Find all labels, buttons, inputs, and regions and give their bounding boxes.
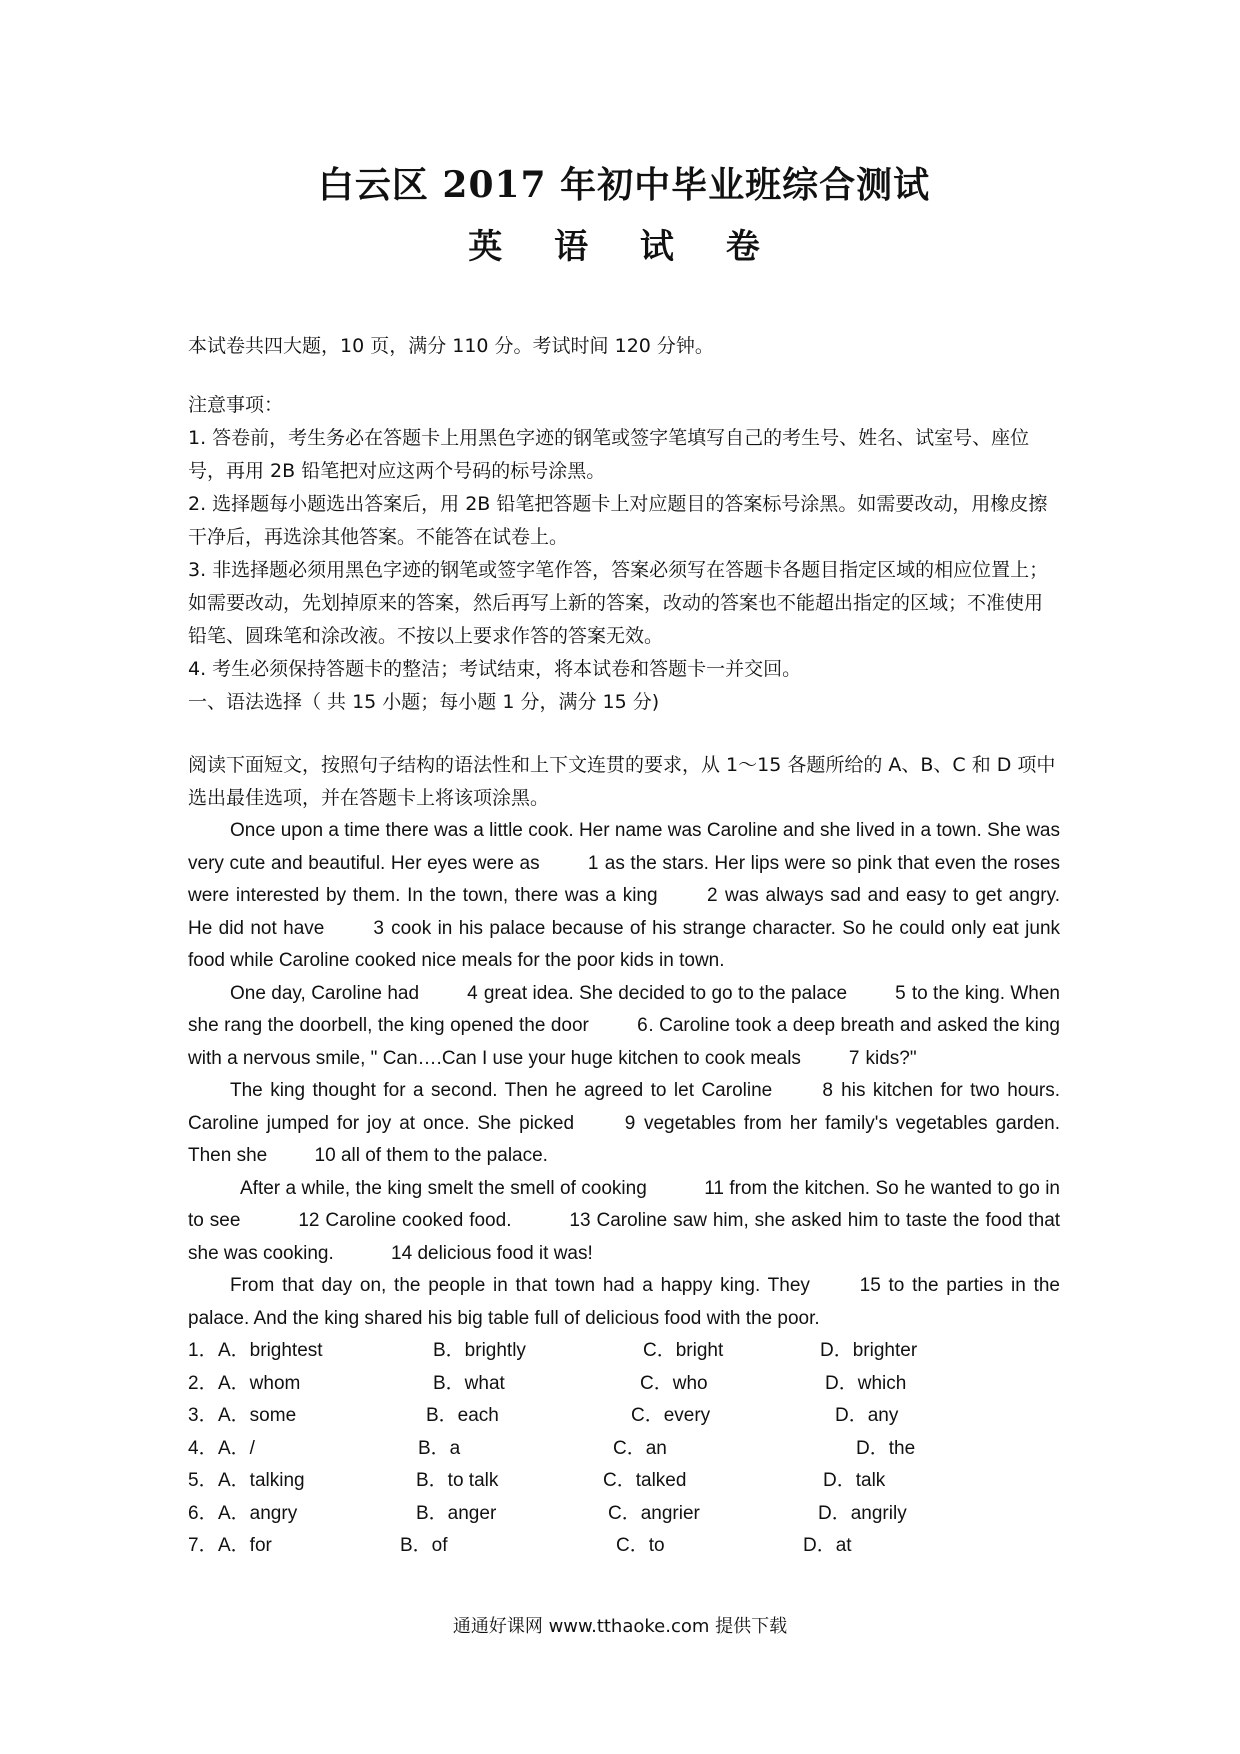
option-a[interactable]: A．talking bbox=[218, 1470, 305, 1491]
blank-6: 6 bbox=[637, 1015, 648, 1036]
question-row: 4． A．/ B．a C．an D．the bbox=[188, 1433, 1060, 1466]
blank-5: 5 bbox=[895, 982, 906, 1004]
note-item: 3. 非选择题必须用黑色字迹的钢笔或签字笔作答，答案必须写在答题卡各题目指定区域的相应位置上；如需要改动，先划掉原来的答案，然后再写上新的答案，改动的答案也不能超出指定的区域；不准使用铅笔、圆珠笔和涂改液。不按以上要求作答的答案无效。 bbox=[188, 559, 1049, 647]
section-instruction: 阅读下面短文，按照句子结构的语法性和上下文连贯的要求，从 1～15 各题所给的 A、B、C 和 D 项中选出最佳选项，并在答题卡上将该项涂黑。 bbox=[188, 754, 1056, 809]
option-d[interactable]: D．at bbox=[803, 1535, 852, 1556]
footer-source: 通通好课网 www.tthaoke.com 提供下载 bbox=[452, 1616, 788, 1637]
option-b[interactable]: B．brightly bbox=[433, 1340, 526, 1361]
question-row: 5． A．talking B．to talk C．talked D．talk bbox=[188, 1465, 1060, 1498]
note-item: 2. 选择题每小题选出答案后，用 2B 铅笔把答题卡上对应题目的答案标号涂黑。如需要改动，用橡皮擦干净后，再选涂其他答案。不能答在试卷上。 bbox=[188, 493, 1048, 548]
option-b[interactable]: B．of bbox=[400, 1535, 448, 1556]
blank-9: 9 bbox=[624, 1112, 636, 1134]
option-b[interactable]: B．anger bbox=[416, 1502, 497, 1524]
note-item: 4. 考生必须保持答题卡的整洁；考试结束，将本试卷和答题卡一并交回。 bbox=[188, 658, 802, 680]
blank-2: 2 bbox=[706, 885, 718, 906]
option-b[interactable]: B．what bbox=[433, 1372, 505, 1394]
option-d[interactable]: D．the bbox=[856, 1437, 916, 1459]
blank-4: 4 bbox=[467, 982, 478, 1004]
option-a[interactable]: A．whom bbox=[218, 1372, 301, 1394]
option-b[interactable]: B．a bbox=[418, 1437, 461, 1459]
option-d[interactable]: D．brighter bbox=[820, 1340, 918, 1361]
section-heading: 一、语法选择（ 共 15 小题；每小题 1 分，满分 15 分) bbox=[188, 691, 660, 713]
option-d[interactable]: D．talk bbox=[823, 1470, 886, 1491]
option-c[interactable]: C．an bbox=[613, 1437, 667, 1459]
blank-13: 13 bbox=[569, 1210, 591, 1231]
exam-intro: 本试卷共四大题，10 页，满分 110 分。考试时间 120 分钟。 bbox=[188, 335, 714, 357]
option-b[interactable]: B．each bbox=[426, 1405, 499, 1426]
option-d[interactable]: D．any bbox=[835, 1405, 899, 1426]
option-a[interactable]: A．brightest bbox=[218, 1340, 323, 1361]
blank-10: 10 bbox=[314, 1145, 336, 1166]
passage-paragraph-4: After a while, the king smelt the smell of cooking 11 from the kitchen. So he wanted to go in to see 12 Caroline cooked food. 13 Caroline saw him, she asked him to taste the food that she was cooking. 14 delicious food it was! bbox=[188, 1173, 1060, 1271]
exam-subtitle: 英 语 试 卷 bbox=[468, 227, 780, 267]
blank-11: 11 bbox=[704, 1177, 724, 1199]
option-c[interactable]: C．to bbox=[616, 1535, 665, 1556]
option-d[interactable]: D．angrily bbox=[818, 1502, 907, 1524]
option-c[interactable]: C．every bbox=[631, 1405, 711, 1426]
option-b[interactable]: B．to talk bbox=[416, 1470, 499, 1491]
question-options bbox=[188, 1335, 1060, 1563]
option-a[interactable]: A．/ bbox=[218, 1437, 255, 1459]
note-item: 1. 答卷前，考生务必在答题卡上用黑色字迹的钢笔或签字笔填写自己的考生号、姓名、试室号、座位号，再用 2B 铅笔把对应这两个号码的标号涂黑。 bbox=[188, 427, 1030, 482]
blank-1: 1 bbox=[587, 852, 599, 874]
question-row: 2． A．whom B．what C．who D．which bbox=[188, 1368, 1060, 1401]
option-d[interactable]: D．which bbox=[825, 1372, 907, 1394]
blank-8: 8 bbox=[822, 1080, 833, 1101]
option-c[interactable]: C．talked bbox=[603, 1470, 687, 1491]
blank-3: 3 bbox=[373, 917, 384, 939]
passage-paragraph-2: One day, Caroline had 4 great idea. She decided to go to the palace 5 to the king. When she rang the doorbell, the king opened the door 6. Caroline took a deep breath and asked the king with a nervous smile, " Can….Can I use your huge kitchen to cook meals 7 kids?" bbox=[188, 978, 1060, 1076]
option-c[interactable]: C．who bbox=[640, 1372, 708, 1394]
option-a[interactable]: A．angry bbox=[218, 1502, 298, 1524]
option-a[interactable]: A．for bbox=[218, 1535, 272, 1556]
option-a[interactable]: A．some bbox=[218, 1405, 297, 1426]
question-row: 6． A．angry B．anger C．angrier D．angrily bbox=[188, 1498, 1060, 1531]
blank-15: 15 bbox=[859, 1275, 881, 1296]
notes-title: 注意事项： bbox=[188, 394, 284, 416]
passage-paragraph-3: The king thought for a second. Then he agreed to let Caroline 8 his kitchen for two hours. Caroline jumped for joy at once. She picked 9 vegetables from her family's vegetables garden. Then she 10 all of them to the palace. bbox=[188, 1075, 1060, 1173]
passage-paragraph-5: From that day on, the people in that town had a happy king. They 15 to the parties in the palace. And the king shared his big table full of delicious food with the poor. bbox=[188, 1270, 1060, 1335]
option-c[interactable]: C．bright bbox=[643, 1340, 724, 1361]
blank-7: 7 bbox=[848, 1047, 860, 1069]
question-row: 3． A．some B．each C．every D．any bbox=[188, 1400, 1060, 1433]
blank-12: 12 bbox=[298, 1210, 320, 1231]
question-row: 7． A．for B．of C．to D．at bbox=[188, 1530, 1060, 1563]
option-c[interactable]: C．angrier bbox=[608, 1502, 700, 1524]
reading-passage bbox=[188, 815, 1060, 1335]
question-row: 1． A．brightest B．brightly C．bright D．brighter bbox=[188, 1335, 1060, 1368]
notes-section bbox=[188, 389, 1060, 719]
exam-title: 白云区 2017 年初中毕业班综合测试 bbox=[317, 164, 931, 206]
passage-paragraph-1: Once upon a time there was a little cook. Her name was Caroline and she lived in a town. She was very cute and beautiful. Her eyes were as 1 as the stars. Her lips were so pink that even the roses were interested by them. In the town, there was a king 2 was always sad and easy to get angry. He did not have 3 cook in his palace because of his strange character. So he could only eat junk food while Caroline cooked nice meals for the poor kids in town. bbox=[188, 820, 1061, 971]
blank-14: 14 bbox=[391, 1242, 413, 1264]
